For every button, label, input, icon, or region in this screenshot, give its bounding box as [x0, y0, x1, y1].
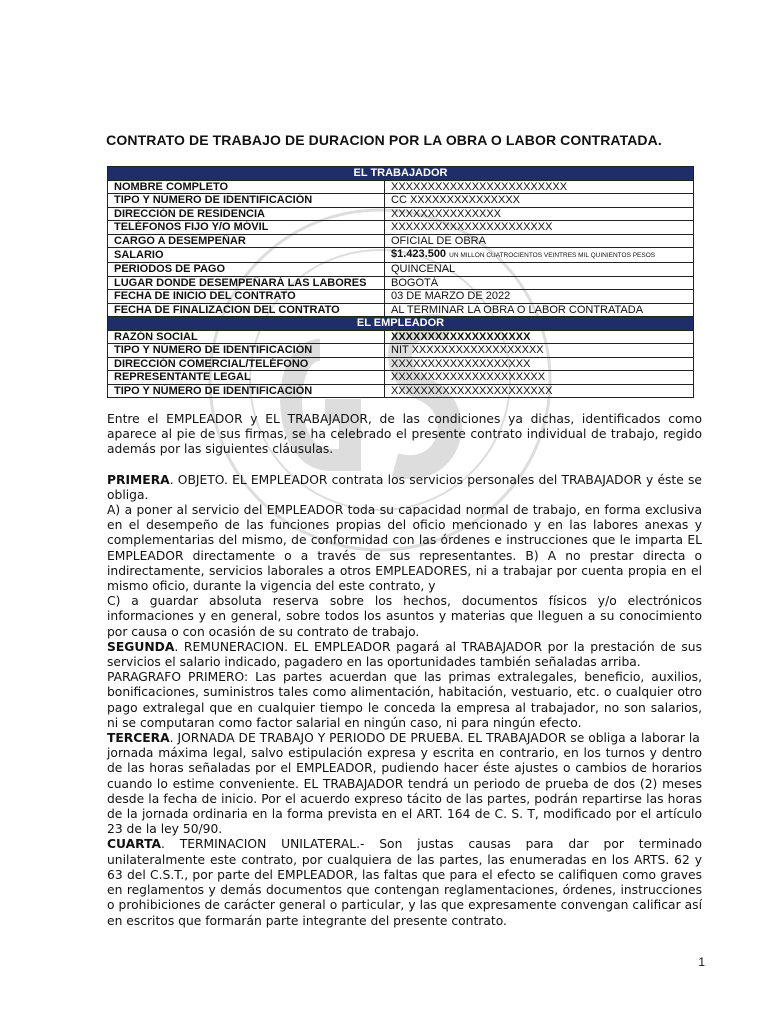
- table-row: [108, 263, 694, 277]
- contract-info-table: [107, 166, 694, 398]
- clause-heading: CUARTA: [107, 837, 162, 852]
- clause-tercera-body: jornada máxima legal, salvo estipulación expresa y escrita en contrario, en los turnos y dentro de las horas señaladas por el EMPLEADOR, pudiendo hacer éste ajustes o cambios de horarios cuando lo estime conveniente. EL TRABAJADOR tendrá un periodo de prueba de dos (2) meses desde la fecha de inicio. Por el acuerdo expreso tácito de las partes, podrán repartirse las horas de la jornada ordinaria en la forma prevista en el ART. 164 de C. S. T, modificado por el artículo 23 de la ley 50/90.: [107, 746, 702, 837]
- table-row: [108, 303, 694, 317]
- row-label: RAZÓN SOCIAL: [108, 330, 385, 344]
- table-row: [108, 330, 694, 344]
- clause-primera-c: C) a guardar absoluta reserva sobre los hechos, documentos físicos y/o electrónicos informaciones y en general, sobre todos los asuntos y materias que lleguen a su conocimiento por causa o con ocasión de su contrato de trabajo.: [107, 594, 702, 639]
- row-label: LUGAR DONDE DESEMPEÑARÁ LAS LABORES: [108, 276, 385, 290]
- row-value: CC XXXXXXXXXXXXXXX: [385, 194, 694, 208]
- clause-text: . REMUNERACION. EL EMPLEADOR pagará al TRABAJADOR por la prestación de sus servicios el salario indicado, pagadero en las oportunidades también señaladas arriba.: [107, 639, 702, 670]
- intro-paragraph: Entre el EMPLEADOR y EL TRABAJADOR, de las condiciones ya dichas, identificados como aparece al pie de sus firmas, se ha celebrado el presente contrato individual de trabajo, regido además por las siguientes cláusulas.: [107, 412, 702, 457]
- row-value: XXXXXXXXXXXXXXXXXXXXX: [385, 371, 694, 385]
- clause-heading: TERCERA: [107, 731, 170, 746]
- row-label: FECHA DE INICIO DEL CONTRATO: [108, 290, 385, 304]
- row-value: 03 DE MARZO DE 2022: [385, 290, 694, 304]
- table-row: [108, 248, 694, 263]
- table-row: [108, 221, 694, 235]
- row-label: FECHA DE FINALIZACION DEL CONTRATO: [108, 303, 385, 317]
- clause-text: . TERMINACION UNILATERAL.- Son justas causas para dar por terminado unilateralmente este contrato, por cualquiera de las partes, las enumeradas en los ARTS. 62 y 63 del C.S.T., por parte del EMPLEADOR, las faltas que para el efecto se califiquen como graves en reglamentos y demás documentos que contengan reglamentaciones, órdenes, instrucciones o prohibiciones de carácter general o particular, y las que expresamente convengan calificar así en escritos que formarán parte integrante del presente contrato.: [107, 837, 702, 928]
- row-label: DIRECCIÓN COMERCIAL/TELÉFONO: [108, 357, 385, 371]
- clause-tercera: [107, 731, 702, 746]
- page-number: 1: [698, 955, 705, 969]
- row-value: XXXXXXXXXXXXXXXXXXXXXXXX: [385, 180, 694, 194]
- row-label: PERIODOS DE PAGO: [108, 263, 385, 277]
- row-value: XXXXXXXXXXXXXXX: [385, 207, 694, 221]
- row-label: TIPO Y NÚMERO DE IDENTIFICACIÓN: [108, 194, 385, 208]
- clause-cuarta: [107, 837, 702, 928]
- row-label: TIPO Y NÚMERO DE IDENTIFICACIÓN: [108, 344, 385, 358]
- salary-value: [385, 248, 694, 263]
- row-value: QUINCENAL: [385, 263, 694, 277]
- row-value: XXXXXXXXXXXXXXXXXXX: [385, 357, 694, 371]
- row-label: DIRECCIÓN DE RESIDENCIA: [108, 207, 385, 221]
- row-label: REPRESENTANTE LEGAL: [108, 371, 385, 385]
- salary-amount: $1.423.500: [391, 248, 447, 260]
- row-value: BOGOTÁ: [385, 276, 694, 290]
- clause-heading: SEGUNDA: [107, 639, 175, 654]
- table-row: [108, 384, 694, 398]
- section-header-trabajador: [108, 167, 694, 181]
- clause-segunda: [107, 640, 702, 670]
- section-header-label: EL EMPLEADOR: [108, 317, 694, 331]
- table-row: [108, 344, 694, 358]
- section-header-label: EL TRABAJADOR: [108, 167, 694, 181]
- clause-heading: PRIMERA: [107, 472, 170, 487]
- table-row: [108, 194, 694, 208]
- table-row: [108, 180, 694, 194]
- section-header-empleador: [108, 317, 694, 331]
- salary-in-words: UN MILLON CUATROCIENTOS VEINTRES MIL QUINIENTOS PESOS: [449, 252, 656, 259]
- row-label: CARGO A DESEMPEÑAR: [108, 234, 385, 248]
- table-row: [108, 357, 694, 371]
- row-label: TELÉFONOS FIJO Y/O MÓVIL: [108, 221, 385, 235]
- table-row: [108, 234, 694, 248]
- row-value: XXXXXXXXXXXXXXXXXXXXXX: [385, 221, 694, 235]
- table-row: [108, 207, 694, 221]
- clause-text: . JORNADA DE TRABAJO Y PERIODO DE PRUEBA. EL TRABAJADOR se obliga a laborar la: [169, 731, 700, 746]
- paragrafo-primero: PARAGRAFO PRIMERO: Las partes acuerdan que las primas extralegales, beneficio, auxilios, bonificaciones, suministros tales como alimentación, habitación, vestuario, etc. o cualquier otro pago extralegal que en cualquier tiempo le conceda la empresa al trabajador, no son salarios, ni se computaran como factor salarial en ningún caso, ni para ningún efecto.: [107, 670, 702, 730]
- clause-primera-a: A) a poner al servicio del EMPLEADOR toda su capacidad normal de trabajo, en forma exclusiva en el desempeño de las funciones propias del oficio mencionado y en las labores anexas y complementarias del mismo, de conformidad con las órdenes e instrucciones que le imparta EL EMPLEADOR directamente o a través de sus representantes. B) A no prestar directa o indirectamente, servicios laborales a otros EMPLEADORES, ni a trabajar por cuenta propia en el mismo oficio, durante la vigencia del este contrato, y: [107, 503, 702, 594]
- clause-primera: [107, 473, 702, 503]
- clause-text: . OBJETO. EL EMPLEADOR contrata los servicios personales del TRABAJADOR y éste se obliga.: [107, 472, 702, 502]
- contract-body: [107, 412, 702, 929]
- row-value: NIT XXXXXXXXXXXXXXXXXX: [385, 344, 694, 358]
- row-label: SALARIO: [108, 248, 385, 263]
- row-value: XXXXXXXXXXXXXXXXXXX: [385, 330, 694, 344]
- table-row: [108, 371, 694, 385]
- table-row: [108, 276, 694, 290]
- row-value: AL TERMINAR LA OBRA O LABOR CONTRATADA: [385, 303, 694, 317]
- row-value: OFICIAL DE OBRA: [385, 234, 694, 248]
- row-label: NOMBRE COMPLETO: [108, 180, 385, 194]
- table-row: [108, 290, 694, 304]
- document-title: CONTRATO DE TRABAJO DE DURACION POR LA OBRA O LABOR CONTRATADA.: [106, 132, 662, 148]
- row-label: TIPO Y NÚMERO DE IDENTIFICACIÓN: [108, 384, 385, 398]
- row-value: XXXXXXXXXXXXXXXXXXXXXX: [385, 384, 694, 398]
